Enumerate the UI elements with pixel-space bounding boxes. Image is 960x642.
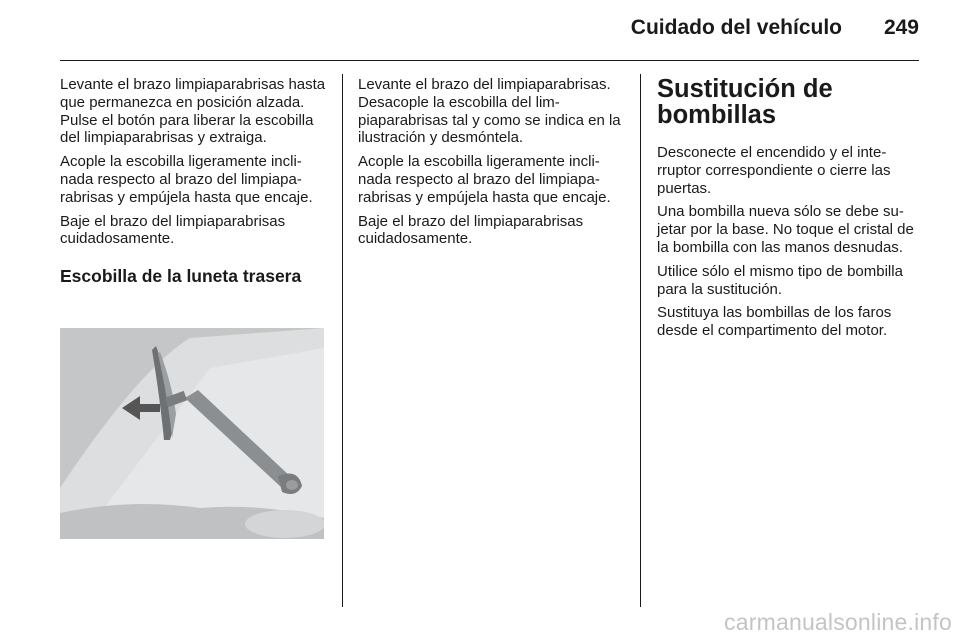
watermark: carmanualsonline.info — [724, 609, 952, 635]
column-divider-1 — [342, 74, 343, 607]
paragraph: Sustituya las bombillas de los faros desde el compartimento del motor. — [657, 304, 892, 340]
column-3 — [657, 76, 923, 346]
paragraph: Desconecte el encendido y el interruptor correspondiente o cierre las puertas. — [657, 144, 891, 197]
paragraph: Levante el brazo limpiaparabrisas hasta que permanezca en posición alzada. Pulse el botón para liberar la escobilla del limpiaparabrisas y extraiga. — [60, 76, 326, 147]
paragraph: Acople la escobilla ligeramente inclinada respecto al brazo del limpiaparabrisas y empújela hasta que encaje. — [60, 153, 313, 206]
section-heading: Sustitución de bombillas — [657, 75, 833, 129]
paragraph: Una bombilla nueva sólo se debe sujetar por la base. No toque el cristal de la bombilla con las manos desnudas. — [657, 203, 914, 256]
column-divider-2 — [640, 74, 641, 607]
rear-wiper-illustration — [60, 328, 324, 539]
paragraph: Baje el brazo del limpiaparabrisas cuidadosamente. — [60, 212, 286, 248]
subheading: Escobilla de la luneta trasera — [60, 266, 302, 287]
column-2 — [358, 76, 624, 254]
paragraph: Baje el brazo del limpiaparabrisas cuidadosamente. — [358, 212, 584, 248]
paragraph: Acople la escobilla ligeramente inclinada respecto al brazo del limpiaparabrisas y empújela hasta que encaje. — [358, 153, 611, 206]
page-header-title: Cuidado del vehículo — [630, 16, 842, 39]
column-1 — [60, 76, 326, 286]
page-number: 249 — [883, 16, 919, 39]
paragraph: Utilice sólo el mismo tipo de bombilla para la sustitución. — [657, 262, 903, 298]
header-rule — [60, 60, 919, 61]
paragraph: Levante el brazo del limpiaparabrisas. Desacople la escobilla del limpiaparabrisas tal y como se indica en la ilustración y desmóntela. — [358, 76, 621, 147]
rear-wiper-blade-removal-illustration — [60, 328, 324, 539]
